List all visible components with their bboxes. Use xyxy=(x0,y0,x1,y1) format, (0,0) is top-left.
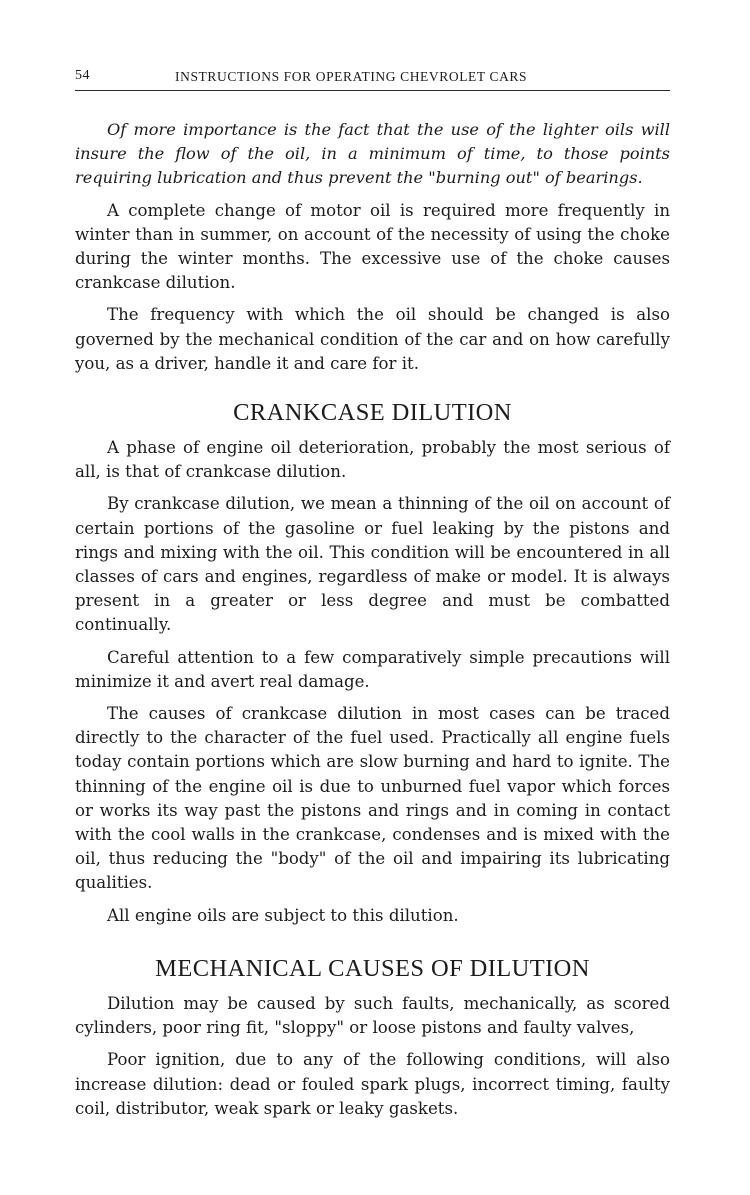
paragraph-winter-change: A complete change of motor oil is required more frequently in winter than in summer, on account of the necessity of using the choke during the winter months. The excessive use of the choke causes crankcase dilution. xyxy=(75,200,670,293)
paragraph-all-oils: All engine oils are subject to this dilution. xyxy=(107,905,459,925)
paragraph-precautions: Careful attention to a few comparatively simple precautions will minimize it and avert real damage. xyxy=(75,647,670,691)
paragraph-mechanical-faults: Dilution may be caused by such faults, mechanically, as scored cylinders, poor ring fit, "sloppy" or loose pistons and faulty valves, xyxy=(75,993,670,1038)
paragraph-dilution-definition: By crankcase dilution, we mean a thinning of the oil on account of certain portions of the gasoline or fuel leaking by the pistons and rings and mixing with the oil. This condition will be encountered in all classes of cars and engines, regardless of make or model. It is always present in a greater or less degree and must be combatted continually. xyxy=(75,494,670,635)
paragraph-poor-ignition: Poor ignition, due to any of the following conditions, will also increase dilution: dead or fouled spark plugs, incorrect timing, faulty coil, distributor, weak spark or leaky gaskets. xyxy=(75,1050,670,1118)
section-heading-mechanical-causes: MECHANICAL CAUSES OF DILUTION xyxy=(155,954,590,982)
paragraph-dilution-causes: The causes of crankcase dilution in most cases can be traced directly to the character of the fuel used. Practically all engine fuels today contain portions which are slow burning and hard to ignite. The thinning of the engine oil is due to unburned fuel vapor which forces or works its way past the pistons and rings and in coming in contact with the cool walls in the crankcase, condenses and is mixed with the oil, thus reducing the "body" of the oil and impairing its lubricating qualities. xyxy=(75,704,670,893)
section-heading-crankcase-dilution: CRANKCASE DILUTION xyxy=(233,399,512,427)
paragraph-lighter-oils: Of more importance is the fact that the use of the lighter oils will insure the flow of the oil, in a minimum of time, to those points requiring lubrication and thus prevent the "burning out" of bearings. xyxy=(75,120,670,188)
running-title: INSTRUCTIONS FOR OPERATING CHEVROLET CARS xyxy=(175,69,528,84)
page-number: 54 xyxy=(75,68,90,83)
running-head xyxy=(75,68,670,91)
paragraph-oil-deterioration: A phase of engine oil deterioration, probably the most serious of all, is that of crankcase dilution. xyxy=(75,438,670,482)
paragraph-change-frequency: The frequency with which the oil should be changed is also governed by the mechanical condition of the car and on how carefully you, as a driver, handle it and care for it. xyxy=(75,305,670,373)
body-text xyxy=(75,118,670,1129)
